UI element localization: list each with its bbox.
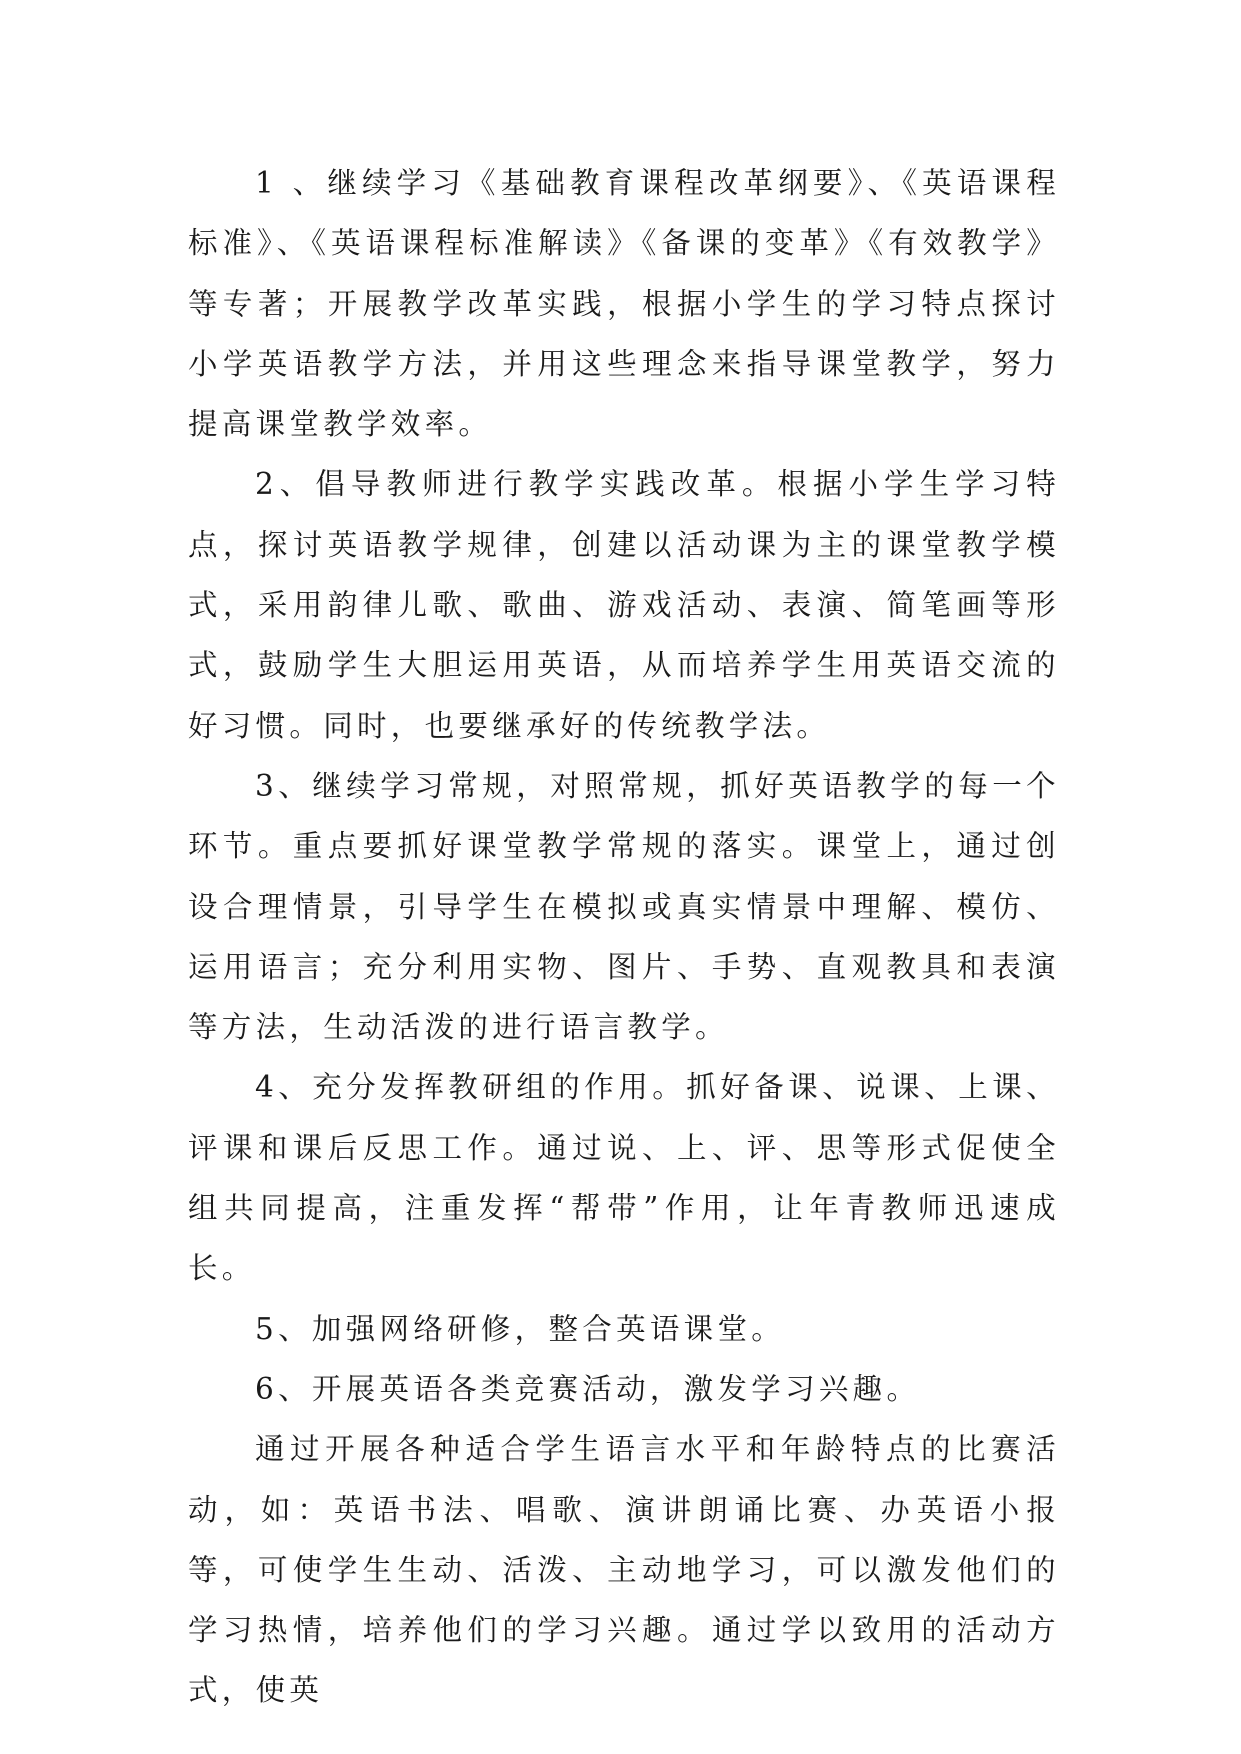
paragraph-item-4: 4、充分发挥教研组的作用。抓好备课、说课、上课、评课和课后反思工作。通过说、上、评、思等形式促使全组共同提高，注重发挥“帮带”作用，让年青教师迅速成长。 bbox=[188, 1070, 1060, 1286]
paragraph-item-6: 6、开展英语各类竞赛活动，激发学习兴趣。 bbox=[255, 1371, 921, 1406]
paragraph-item-3: 3、继续学习常规，对照常规，抓好英语教学的每一个环节。重点要抓好课堂教学常规的落实。课堂上，通过创设合理情景，引导学生在模拟或真实情景中理解、模仿、运用语言；充分利用实物、图片、手势、直观教具和表演等方法，生动活泼的进行语言教学。 bbox=[188, 768, 1060, 1045]
paragraph-continuation: 通过开展各种适合学生语言水平和年龄特点的比赛活动，如：英语书法、唱歌、演讲朗诵比赛、办英语小报等，可使学生生动、活泼、主动地学习，可以激发他们的学习热情，培养他们的学习兴趣。通过学以致用的活动方式，使英 bbox=[188, 1432, 1060, 1708]
document-body bbox=[188, 153, 1060, 1721]
paragraph-item-1: 1 、继续学习《基础教育课程改革纲要》、《英语课程标准》、《英语课程标准解读》《备课的变革》《有效教学》等专著；开展教学改革实践，根据小学生的学习特点探讨小学英语教学方法，并用这些理念来指导课堂教学，努力提高课堂教学效率。 bbox=[188, 166, 1060, 442]
paragraph-item-5: 5、加强网络研修，整合英语课堂。 bbox=[255, 1311, 786, 1346]
paragraph-item-2: 2、倡导教师进行教学实践改革。根据小学生学习特点，探讨英语教学规律，创建以活动课为主的课堂教学模式，采用韵律儿歌、歌曲、游戏活动、表演、简笔画等形式，鼓励学生大胆运用英语，从而培养学生用英语交流的好习惯。同时，也要继承好的传统教学法。 bbox=[188, 467, 1060, 743]
